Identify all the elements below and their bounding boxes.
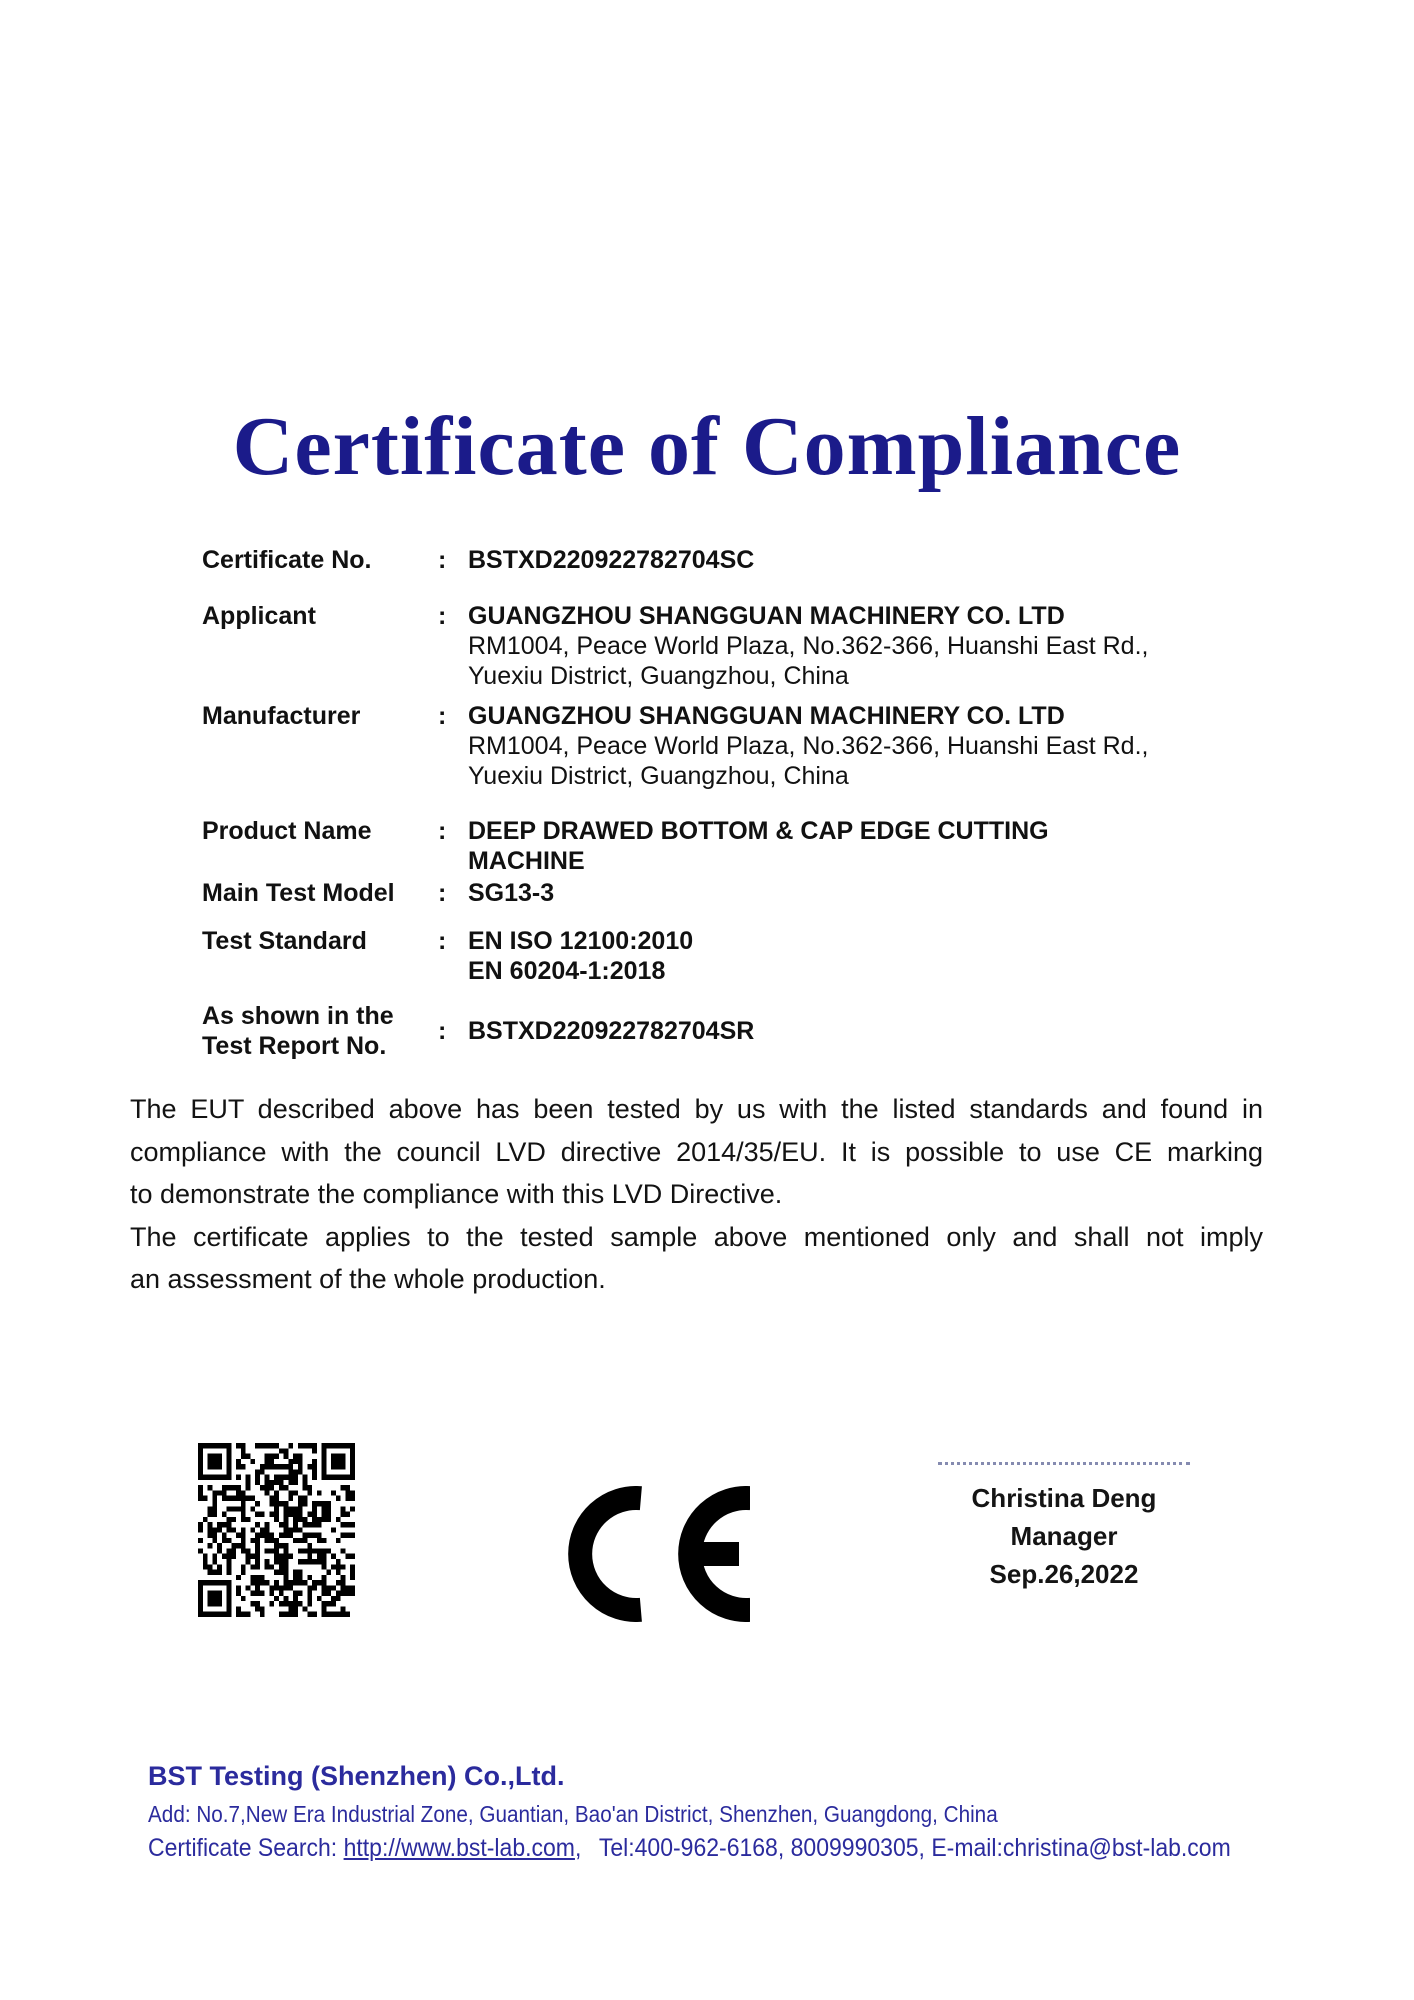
field-row-applicant xyxy=(202,601,1277,691)
statement-line: The certificate applies to the tested sample above mentioned only and shall not imply xyxy=(130,1221,1263,1252)
page-title: Certificate of Compliance xyxy=(232,400,1182,493)
field-row-main-test-model xyxy=(202,878,1277,908)
field-row-manufacturer xyxy=(202,701,1277,791)
field-value: BSTXD220922782704SR xyxy=(468,1017,755,1045)
fields-table xyxy=(202,545,1277,1061)
signature-date: Sep.26,2022 xyxy=(989,1559,1139,1589)
qr-code-icon xyxy=(198,1443,355,1617)
field-value: SG13-3 xyxy=(468,879,555,907)
field-row-certificate-no xyxy=(202,545,1277,575)
statement-line: compliance with the council LVD directive 2014/35/EU. It is possible to use CE marking xyxy=(130,1136,1263,1167)
issuer-contact: Tel:400-962-6168, 8009990305, E-mail:christina@bst-lab.com xyxy=(598,1834,1231,1862)
statement-line: to demonstrate the compliance with this LVD Directive. xyxy=(130,1179,783,1209)
statement-line: an assessment of the whole production. xyxy=(130,1264,606,1294)
signature-dotted-line xyxy=(938,1462,1190,1465)
field-colon: : xyxy=(438,927,447,955)
signer-role: Manager xyxy=(1010,1521,1118,1551)
field-row-product-name xyxy=(202,816,1277,876)
field-label: As shown in the Test Report No. xyxy=(202,1002,394,1060)
field-label: Main Test Model xyxy=(202,879,395,907)
field-colon: : xyxy=(438,602,447,630)
field-label: Applicant xyxy=(202,602,316,630)
field-colon: : xyxy=(438,1017,447,1045)
issuer-footer xyxy=(148,1760,1298,1863)
statement-paragraphs xyxy=(130,1088,1263,1301)
issuer-address: Add: No.7,New Era Industrial Zone, Guantian, Bao'an District, Shenzhen, Guangdong, China xyxy=(148,1801,998,1827)
field-colon: : xyxy=(438,546,447,574)
certificate-search-link[interactable]: http://www.bst-lab.com xyxy=(343,1834,575,1862)
field-row-test-report-no xyxy=(202,1001,1277,1061)
certificate-search-label: Certificate Search: xyxy=(148,1834,344,1862)
certificate-search-separator: , xyxy=(574,1834,599,1862)
field-value: GUANGZHOU SHANGGUAN MACHINERY CO. LTD RM1004, Peace World Plaza, No.362-366, Huanshi East Rd., Yuexiu District, Guangzhou, China xyxy=(468,702,1149,790)
field-row-test-standard xyxy=(202,926,1277,986)
field-label: Certificate No. xyxy=(202,546,372,574)
issuer-company-name: BST Testing (Shenzhen) Co.,Ltd. xyxy=(148,1761,565,1791)
field-label: Product Name xyxy=(202,817,372,845)
signature-block xyxy=(938,1462,1190,1593)
signer-name: Christina Deng xyxy=(971,1483,1157,1513)
field-value: BSTXD220922782704SC xyxy=(468,546,755,574)
field-colon: : xyxy=(438,702,447,730)
certificate-search-line xyxy=(148,1834,1231,1863)
field-value: DEEP DRAWED BOTTOM & CAP EDGE CUTTING MACHINE xyxy=(468,817,1049,875)
field-value: EN ISO 12100:2010 EN 60204-1:2018 xyxy=(468,927,694,985)
field-label: Test Standard xyxy=(202,927,367,955)
statement-line: The EUT described above has been tested by us with the listed standards and found in xyxy=(130,1094,1263,1124)
field-colon: : xyxy=(438,817,447,845)
field-colon: : xyxy=(438,879,447,907)
ce-mark-icon xyxy=(568,1486,750,1622)
field-label: Manufacturer xyxy=(202,702,361,730)
field-value: GUANGZHOU SHANGGUAN MACHINERY CO. LTD RM1004, Peace World Plaza, No.362-366, Huanshi East Rd., Yuexiu District, Guangzhou, China xyxy=(468,602,1149,690)
